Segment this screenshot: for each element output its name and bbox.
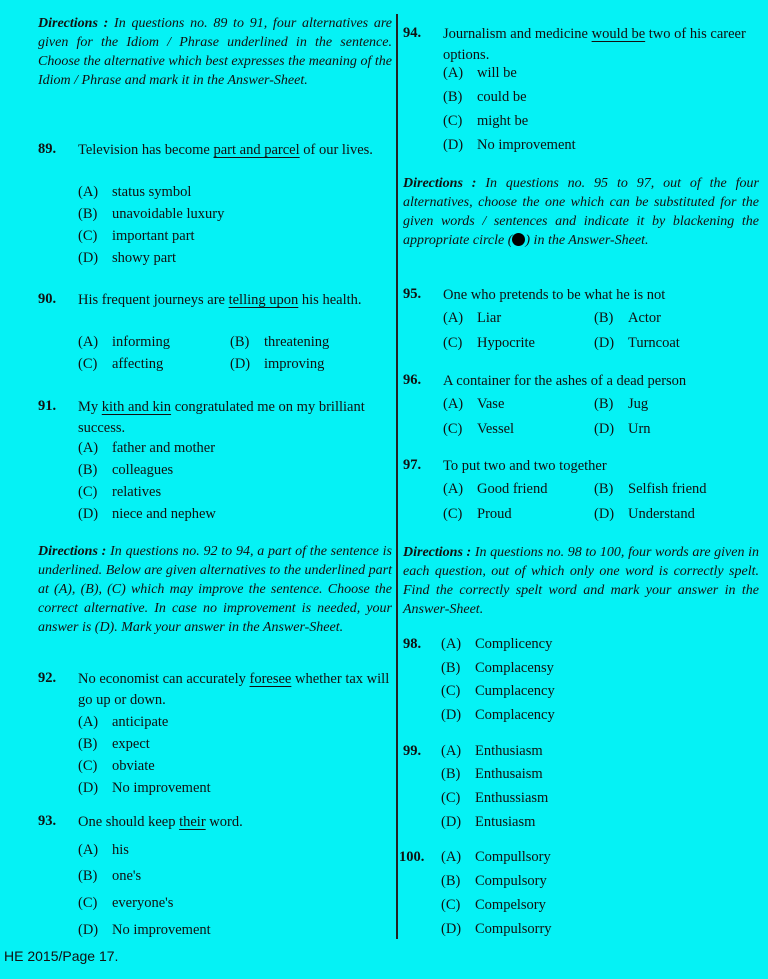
option-text: Proud — [477, 506, 512, 522]
option-text: Complicency — [475, 636, 553, 652]
option-d[interactable] — [594, 506, 695, 523]
underlined-phrase: foresee — [249, 671, 292, 687]
option-text: one's — [112, 868, 142, 884]
question-text-part: His frequent journeys are — [78, 292, 229, 308]
option-c[interactable] — [443, 335, 535, 352]
option-d[interactable] — [78, 506, 216, 523]
question-text-part: Television has become — [78, 142, 214, 158]
directions-label: Directions : — [403, 176, 477, 191]
option-key: (D) — [441, 921, 462, 937]
option-text: Hypocrite — [477, 335, 535, 351]
question-number: 90. — [38, 291, 57, 307]
question-number: 96. — [403, 372, 422, 388]
option-key: (D) — [78, 922, 99, 938]
option-c[interactable] — [443, 421, 514, 438]
option-d[interactable] — [78, 780, 211, 797]
option-text: Complacensy — [475, 660, 554, 676]
option-key: (B) — [78, 868, 98, 884]
option-text: Cumplacency — [475, 683, 555, 699]
option-b[interactable] — [230, 334, 329, 351]
question-text — [443, 24, 759, 66]
filled-circle-icon — [512, 233, 525, 246]
option-d[interactable] — [441, 814, 535, 831]
question-text-part: My — [78, 399, 102, 415]
option-key: (A) — [78, 714, 99, 730]
option-text: Compulsorry — [475, 921, 552, 937]
option-b[interactable] — [441, 766, 543, 783]
option-key: (D) — [78, 506, 99, 522]
question-number: 94. — [403, 25, 422, 41]
option-key: (B) — [443, 89, 463, 105]
option-d[interactable] — [78, 250, 176, 267]
option-text: relatives — [112, 484, 162, 500]
option-d[interactable] — [443, 137, 576, 154]
option-text: Actor — [628, 310, 662, 326]
option-key: (C) — [78, 356, 98, 372]
option-text: Jug — [628, 396, 649, 412]
option-key: (C) — [441, 683, 461, 699]
option-a[interactable] — [78, 714, 168, 731]
option-key: (D) — [441, 707, 462, 723]
question-number: 95. — [403, 286, 422, 302]
option-c[interactable] — [441, 897, 546, 914]
option-text: threatening — [264, 334, 330, 350]
option-d[interactable] — [594, 335, 680, 352]
option-a[interactable] — [441, 743, 543, 760]
option-text: Enthussiasm — [475, 790, 549, 806]
option-b[interactable] — [78, 736, 150, 753]
option-text: unavoidable luxury — [112, 206, 225, 222]
question-text — [78, 290, 392, 311]
option-key: (C) — [443, 421, 463, 437]
question-number: 100. — [399, 849, 425, 865]
option-key: (A) — [441, 849, 462, 865]
option-text: father and mother — [112, 440, 216, 456]
directions-92-94 — [38, 542, 392, 637]
question-number: 93. — [38, 813, 57, 829]
option-key: (A) — [443, 396, 464, 412]
question-text — [78, 397, 392, 439]
option-a[interactable] — [443, 481, 547, 498]
directions-text: In questions no. 95 to 97, out of the four alternatives, choose the one which can be substituted for the given words / sentences and indicate it by blackening the appropriate circle ( — [403, 176, 759, 248]
option-a[interactable] — [78, 842, 129, 859]
underlined-phrase: telling upon — [228, 292, 299, 308]
option-d[interactable] — [441, 921, 552, 938]
option-text: Compullsory — [475, 849, 551, 865]
option-text: could be — [477, 89, 527, 105]
option-text: colleagues — [112, 462, 174, 478]
option-key: (A) — [443, 65, 464, 81]
option-d[interactable] — [230, 356, 324, 373]
option-c[interactable] — [441, 790, 548, 807]
option-key: (D) — [594, 506, 615, 522]
option-text: No improvement — [112, 780, 211, 796]
option-key: (C) — [443, 113, 463, 129]
option-text: Enthusiasm — [475, 743, 543, 759]
option-d[interactable] — [78, 922, 211, 939]
option-text: Understand — [628, 506, 695, 522]
option-text: Vessel — [477, 421, 515, 437]
question-text-part: Journalism and medicine — [443, 26, 592, 42]
option-key: (B) — [594, 310, 614, 326]
question-text-part: One should keep — [78, 814, 180, 830]
option-key: (B) — [441, 873, 461, 889]
option-key: (C) — [78, 895, 98, 911]
question-number: 91. — [38, 398, 57, 414]
option-b[interactable] — [594, 396, 648, 413]
option-key: (C) — [78, 228, 98, 244]
option-text: status symbol — [112, 184, 192, 200]
option-key: (B) — [230, 334, 250, 350]
option-key: (D) — [230, 356, 251, 372]
option-c[interactable] — [443, 506, 512, 523]
option-text: might be — [477, 113, 529, 129]
option-b[interactable] — [78, 868, 141, 885]
option-key: (A) — [78, 184, 99, 200]
directions-text-end: ) in the Answer-Sheet. — [525, 233, 649, 248]
question-text-part: congratulated me on my brilliant success. — [78, 399, 365, 436]
option-c[interactable] — [78, 758, 155, 775]
option-key: (C) — [441, 790, 461, 806]
question-text — [78, 140, 392, 161]
option-b[interactable] — [78, 462, 173, 479]
option-key: (A) — [443, 310, 464, 326]
question-number: 98. — [403, 636, 422, 652]
directions-text: In questions no. 98 to 100, four words are given in each question, out of which only one word is correctly spelt. Find the correctly spelt word and mark your answer in the Answer-Sheet. — [403, 545, 759, 617]
question-number: 89. — [38, 141, 57, 157]
option-key: (D) — [443, 137, 464, 153]
option-a[interactable] — [443, 310, 501, 327]
question-number: 99. — [403, 743, 422, 759]
option-text: improving — [264, 356, 325, 372]
option-key: (A) — [78, 334, 99, 350]
underlined-phrase: their — [179, 814, 206, 830]
option-c[interactable] — [441, 683, 555, 700]
question-text: A container for the ashes of a dead person — [443, 373, 687, 389]
underlined-phrase: kith and kin — [101, 399, 172, 415]
option-b[interactable] — [594, 481, 707, 498]
question-text-part: No economist can accurately — [78, 671, 250, 687]
directions-label: Directions : — [38, 544, 107, 559]
option-text: showy part — [112, 250, 177, 266]
option-text: anticipate — [112, 714, 169, 730]
option-key: (C) — [443, 335, 463, 351]
option-text: his — [112, 842, 129, 858]
option-b[interactable] — [78, 206, 224, 223]
option-key: (C) — [78, 758, 98, 774]
option-c[interactable] — [78, 484, 161, 501]
option-text: Vase — [477, 396, 505, 412]
option-c[interactable] — [78, 895, 173, 912]
question-text — [78, 669, 392, 711]
option-a[interactable] — [441, 636, 552, 653]
option-text: Good friend — [477, 481, 548, 497]
option-text: Selfish friend — [628, 481, 707, 497]
directions-label: Directions : — [38, 16, 109, 31]
option-text: Compulsory — [475, 873, 547, 889]
option-text: everyone's — [112, 895, 174, 911]
option-a[interactable] — [78, 184, 191, 201]
option-text: obviate — [112, 758, 155, 774]
option-key: (A) — [441, 743, 462, 759]
question-text-part: whether tax will go up or down. — [78, 671, 390, 708]
option-key: (C) — [441, 897, 461, 913]
option-key: (B) — [78, 462, 98, 478]
option-text: affecting — [112, 356, 164, 372]
option-key: (A) — [441, 636, 462, 652]
directions-98-100 — [403, 543, 759, 619]
option-c[interactable] — [78, 228, 195, 245]
option-key: (D) — [441, 814, 462, 830]
option-text: important part — [112, 228, 195, 244]
option-c[interactable] — [78, 356, 163, 373]
option-b[interactable] — [441, 660, 554, 677]
option-key: (B) — [78, 736, 98, 752]
option-key: (A) — [78, 440, 99, 456]
option-text: will be — [477, 65, 517, 81]
option-a[interactable] — [78, 440, 215, 457]
option-text: No improvement — [112, 922, 211, 938]
option-b[interactable] — [441, 873, 547, 890]
option-b[interactable] — [443, 89, 527, 106]
option-d[interactable] — [441, 707, 555, 724]
column-divider — [396, 14, 398, 939]
option-text: Liar — [477, 310, 502, 326]
option-a[interactable] — [443, 396, 504, 413]
directions-text: In questions no. 89 to 91, four alternatives are given for the Idiom / Phrase underlined in the sentence. Choose the alternative which best expresses the meaning of the Idiom / Phrase and mark it in the Answer-Sheet. — [38, 16, 392, 88]
directions-95-97 — [403, 174, 759, 250]
page-footer: HE 2015/Page 17. — [4, 948, 119, 964]
option-key: (B) — [78, 206, 98, 222]
option-a[interactable] — [78, 334, 170, 351]
underlined-phrase: would be — [591, 26, 646, 42]
underlined-phrase: part and parcel — [213, 142, 300, 158]
directions-text: In questions no. 92 to 94, a part of the sentence is underlined. Below are given alternatives to the underlined part at (A), (B), (C) which may improve the sentence. Choose the correct alternative. In case no improvement is needed, your answer is (D). Mark your answer in the Answer-Sheet. — [38, 544, 392, 635]
option-text: niece and nephew — [112, 506, 216, 522]
question-number: 92. — [38, 670, 57, 686]
directions-label: Directions : — [403, 545, 472, 560]
question-text-part: two of his career options. — [443, 26, 746, 63]
option-key: (B) — [441, 660, 461, 676]
option-key: (D) — [594, 335, 615, 351]
option-text: informing — [112, 334, 170, 350]
option-a[interactable] — [441, 849, 551, 866]
option-key: (A) — [443, 481, 464, 497]
option-text: Turncoat — [628, 335, 680, 351]
option-text: Urn — [628, 421, 651, 437]
option-text: Enthusaism — [475, 766, 543, 782]
option-text: No improvement — [477, 137, 576, 153]
option-key: (D) — [78, 780, 99, 796]
option-key: (B) — [594, 396, 614, 412]
option-b[interactable] — [594, 310, 661, 327]
question-text-part: of our lives. — [299, 142, 373, 158]
question-text: One who pretends to be what he is not — [443, 287, 666, 303]
option-key: (B) — [594, 481, 614, 497]
option-key: (C) — [78, 484, 98, 500]
option-a[interactable] — [443, 65, 517, 82]
option-text: expect — [112, 736, 150, 752]
option-text: Complacency — [475, 707, 555, 723]
option-key: (A) — [78, 842, 99, 858]
option-key: (C) — [443, 506, 463, 522]
option-key: (D) — [78, 250, 99, 266]
option-c[interactable] — [443, 113, 528, 130]
question-text-part: his health. — [298, 292, 362, 308]
question-number: 97. — [403, 457, 422, 473]
directions-89-91 — [38, 14, 392, 90]
question-text: To put two and two together — [443, 458, 607, 474]
option-text: Compelsory — [475, 897, 546, 913]
option-text: Entusiasm — [475, 814, 536, 830]
option-key: (B) — [441, 766, 461, 782]
question-text-part: word. — [205, 814, 243, 830]
option-d[interactable] — [594, 421, 651, 438]
question-text — [78, 812, 392, 833]
option-key: (D) — [594, 421, 615, 437]
